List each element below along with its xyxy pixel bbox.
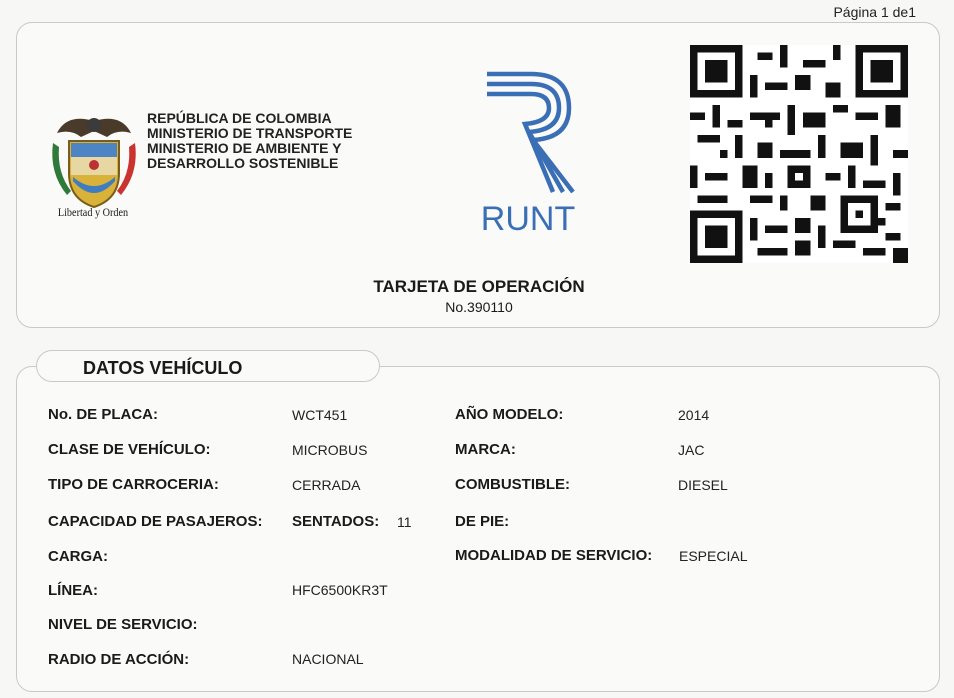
gov-line: MINISTERIO DE TRANSPORTE: [147, 125, 353, 141]
coat-of-arms-icon: [47, 103, 141, 213]
qr-code-icon: [690, 45, 908, 263]
body-type-value: CERRADA: [292, 477, 361, 493]
range-value: NACIONAL: [292, 651, 364, 667]
line-value: HFC6500KR3T: [292, 582, 388, 598]
document-title: TARJETA DE OPERACIÓN: [373, 277, 585, 296]
service-mode-label: MODALIDAD DE SERVICIO:: [455, 547, 653, 564]
seated-value: 11: [397, 514, 412, 530]
plate-label: No. DE PLACA:: [48, 406, 158, 423]
range-label: RADIO DE ACCIÓN:: [48, 651, 190, 668]
fuel-value: DIESEL: [678, 477, 728, 493]
service-level-label: NIVEL DE SERVICIO:: [48, 616, 198, 633]
runt-r-icon: [473, 68, 583, 198]
plate-value: WCT451: [292, 407, 348, 423]
body-type-label: TIPO DE CARROCERIA:: [48, 476, 219, 493]
passenger-capacity-label: CAPACIDAD DE PASAJEROS:: [48, 513, 263, 530]
brand-value: JAC: [678, 442, 705, 458]
standing-label: DE PIE:: [455, 513, 510, 530]
runt-logo: [473, 68, 583, 238]
page-number: Página 1 de1: [833, 4, 916, 20]
header-panel: [16, 22, 940, 328]
fuel-label: COMBUSTIBLE:: [455, 476, 570, 493]
brand-label: MARCA:: [455, 441, 516, 458]
section-title-vehicle: DATOS VEHÍCULO: [36, 350, 380, 382]
seated-label: SENTADOS:: [292, 513, 380, 530]
cargo-label: CARGA:: [48, 548, 108, 565]
class-value: MICROBUS: [292, 442, 368, 458]
motto-text: Libertad y Orden: [57, 205, 129, 219]
line-label: LÍNEA:: [48, 582, 98, 599]
runt-logo-text: RUNT: [480, 200, 576, 238]
gov-line: DESARROLLO SOSTENIBLE: [147, 155, 339, 171]
class-label: CLASE DE VEHÍCULO:: [48, 441, 211, 458]
government-heading: [147, 111, 352, 171]
service-mode-value: ESPECIAL: [679, 548, 748, 564]
model-year-value: 2014: [678, 407, 710, 423]
model-year-label: AÑO MODELO:: [455, 406, 564, 423]
gov-line: MINISTERIO DE AMBIENTE Y: [147, 140, 342, 156]
gov-line: REPÚBLICA DE COLOMBIA: [147, 110, 332, 126]
document-number: No.390110: [445, 299, 513, 315]
